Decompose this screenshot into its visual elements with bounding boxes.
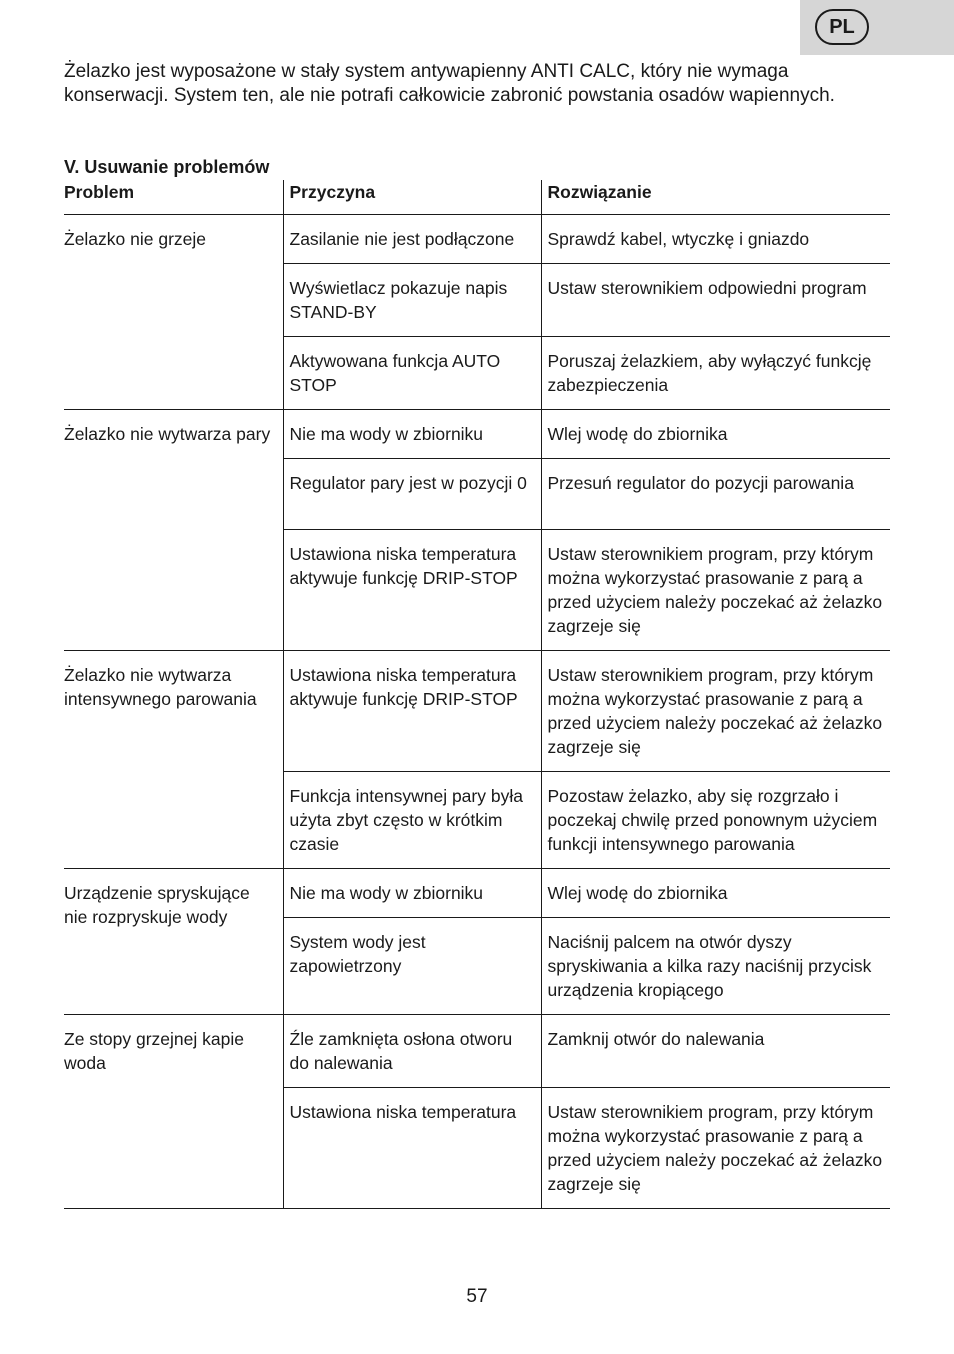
solution-cell: Wlej wodę do zbiornika <box>541 410 890 459</box>
solution-cell: Wlej wodę do zbiornika <box>541 869 890 918</box>
problem-cell: Urządzenie spryskujące nie rozpryskuje wody <box>64 869 283 1015</box>
solution-cell: Ustaw sterownikiem program, przy którym można wykorzystać prasowanie z parą a przed użyciem należy poczekać aż żelazko zagrzeje się <box>541 1088 890 1209</box>
solution-cell: Ustaw sterownikiem program, przy którym można wykorzystać prasowanie z parą a przed użyciem należy poczekać aż żelazko zagrzeje się <box>541 530 890 651</box>
page-number: 57 <box>466 1286 488 1307</box>
solution-cell: Zamknij otwór do nalewania <box>541 1015 890 1088</box>
table-row <box>64 651 890 772</box>
solution-cell: Sprawdź kabel, wtyczkę i gniazdo <box>541 215 890 264</box>
solution-cell: Pozostaw żelazko, aby się rozgrzało i poczekaj chwilę przed ponownym użyciem funkcji intensywnego parowania <box>541 772 890 869</box>
cause-cell: Zasilanie nie jest podłączone <box>283 215 541 264</box>
table-row <box>64 869 890 918</box>
cause-cell: Ustawiona niska temperatura <box>283 1088 541 1209</box>
solution-cell: Ustaw sterownikiem odpowiedni program <box>541 264 890 337</box>
cause-cell: Wyświetlacz pokazuje napis STAND-BY <box>283 264 541 337</box>
table-header-row <box>64 180 890 215</box>
cause-cell: Funkcja intensywnej pary była użyta zbyt często w krótkim czasie <box>283 772 541 869</box>
header-solution: Rozwiązanie <box>541 180 890 215</box>
table-row <box>64 215 890 264</box>
cause-cell: Ustawiona niska temperatura aktywuje funkcję DRIP-STOP <box>283 530 541 651</box>
section-title: V. Usuwanie problemów <box>64 157 270 177</box>
cause-cell: Aktywowana funkcja AUTO STOP <box>283 337 541 410</box>
solution-cell: Przesuń regulator do pozycji parowania <box>541 459 890 530</box>
cause-cell: System wody jest zapowietrzony <box>283 918 541 1015</box>
problem-cell: Żelazko nie grzeje <box>64 215 283 410</box>
cause-cell: Źle zamknięta osłona otworu do nalewania <box>283 1015 541 1088</box>
problem-cell: Ze stopy grzejnej kapie woda <box>64 1015 283 1209</box>
solution-cell: Naciśnij palcem na otwór dyszy spryskiwania a kilka razy naciśnij przycisk urządzenia kropiącego <box>541 918 890 1015</box>
solution-cell: Ustaw sterownikiem program, przy którym można wykorzystać prasowanie z parą a przed użyciem należy poczekać aż żelazko zagrzeje się <box>541 651 890 772</box>
intro-paragraph: Żelazko jest wyposażone w stały system antywapienny ANTI CALC, który nie wymaga konserwacji. System ten, ale nie potrafi całkowicie zabronić powstania osadów wapiennych. <box>64 61 835 106</box>
problem-cell: Żelazko nie wytwarza pary <box>64 410 283 651</box>
table-row <box>64 410 890 459</box>
cause-cell: Regulator pary jest w pozycji 0 <box>283 459 541 530</box>
language-badge: PL <box>815 9 869 45</box>
cause-cell: Ustawiona niska temperatura aktywuje funkcję DRIP-STOP <box>283 651 541 772</box>
language-tab <box>800 0 954 55</box>
header-problem: Problem <box>64 180 283 215</box>
troubleshooting-table <box>64 180 890 1209</box>
cause-cell: Nie ma wody w zbiorniku <box>283 410 541 459</box>
header-cause: Przyczyna <box>283 180 541 215</box>
table-row <box>64 1015 890 1088</box>
problem-cell: Żelazko nie wytwarza intensywnego parowania <box>64 651 283 869</box>
cause-cell: Nie ma wody w zbiorniku <box>283 869 541 918</box>
solution-cell: Poruszaj żelazkiem, aby wyłączyć funkcję zabezpieczenia <box>541 337 890 410</box>
